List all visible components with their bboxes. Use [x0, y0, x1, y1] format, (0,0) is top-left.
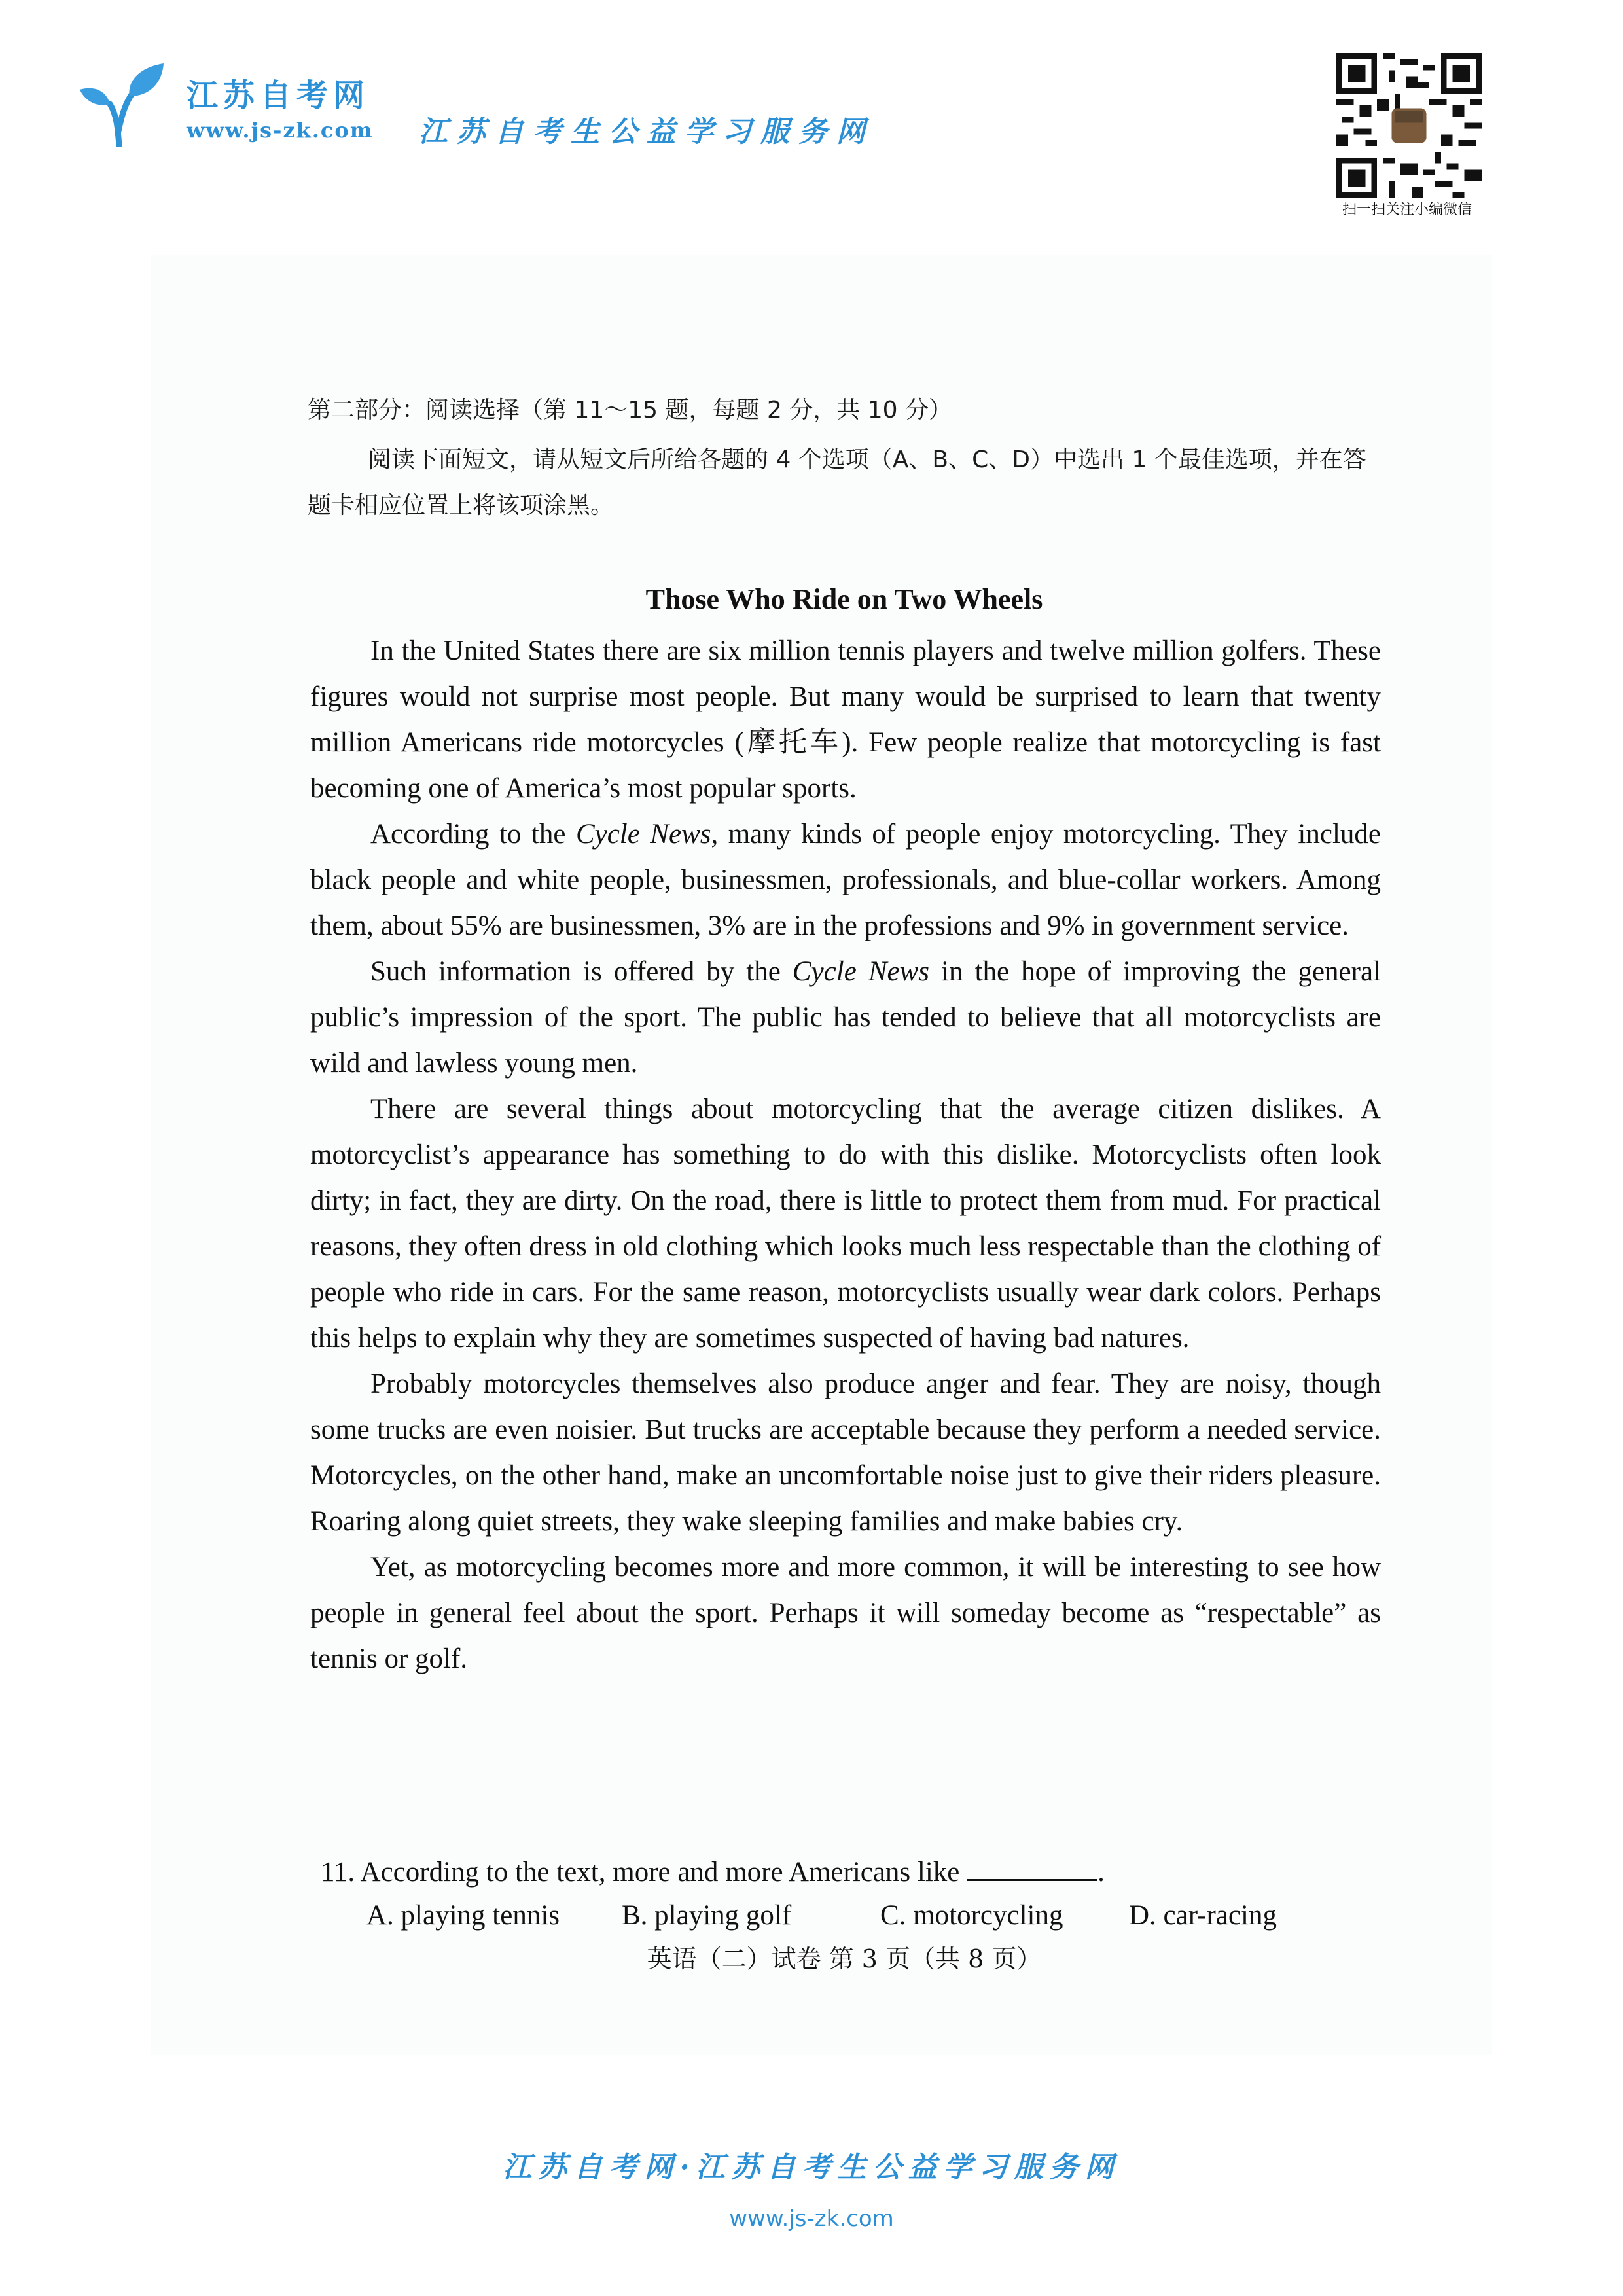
brand-name: 江苏自考网 [187, 77, 370, 114]
option-a[interactable]: A. playing tennis [366, 1900, 560, 1931]
question-11 [321, 1851, 1381, 1937]
site-logo[interactable] [79, 56, 393, 154]
article-paragraph: There are several things about motorcycling that the average citizen dislikes. A motorcyclist’s appearance has something to do with this dislike. Motorcyclists often look dirty; in fact, they are dirty. On the road, there is little to protect them from mud. For practical reasons, they often dress in old clothing which looks much less respectable than the clothing of people who ride in cars. For the same reason, motorcyclists usually wear dark colors. Perhaps this helps to explain why they are sometimes suspected of having bad natures. [310, 1094, 1382, 1354]
qr-code-icon [1336, 53, 1482, 198]
article-paragraph [310, 949, 1381, 1086]
article-paragraph: In the United States there are six million tennis players and twelve million golfers. These figures would not surprise most people. But many would be surprised to learn that twenty million Americans ride motorcycles (摩托车). Few people realize that motorcycling is fast becoming one of America’s most popular sports. [310, 636, 1381, 804]
paragraph-text: , many kinds of people enjoy motorcycling. They include black people and white people, businessmen, professionals, and blue-collar workers. Among them, about 55% are businessmen, 3% are in the professions and 9% in government service. [310, 819, 1381, 941]
article-paragraph: Probably motorcycles themselves also produce anger and fear. They are noisy, though some trucks are even noisier. But trucks are acceptable because they perform a needed service. Motorcycles, on the other hand, make an uncomfortable noise just to give their riders pleasure. Roaring along quiet streets, they wake sleeping families and make babies cry. [310, 1369, 1381, 1537]
option-c[interactable]: C. motorcycling [880, 1900, 1063, 1931]
question-text: According to the text, more and more Americans like [360, 1857, 960, 1888]
question-number: 11. [321, 1857, 355, 1888]
paragraph-text: in the hope of improving the general public’s impression of the sport. The public has tended to believe that all motorcyclists are wild and lawless young men. [310, 956, 1381, 1079]
answer-blank [967, 1856, 1097, 1881]
question-stem [321, 1851, 1381, 1894]
section-instructions: 阅读下面短文，请从短文后所给各题的 4 个选项（A、B、C、D）中选出 1 个最佳选项，并在答题卡相应位置上将该项涂黑。 [308, 446, 1366, 519]
qr-code-block [1329, 49, 1486, 219]
paragraph-text: Such information is offered by the [370, 956, 793, 987]
question-end: . [1097, 1857, 1105, 1888]
publication-name: Cycle News [792, 956, 930, 987]
footer-slogan: 江苏自考网·江苏自考生公益学习服务网 [503, 2151, 1120, 2184]
qr-caption: 扫一扫关注小编微信 [1342, 202, 1472, 218]
brand-url[interactable]: www.js-zk.com [187, 118, 374, 143]
footer-url[interactable]: www.js-zk.com [729, 2206, 894, 2232]
answer-options [366, 1894, 1381, 1937]
section-title: 第二部分：阅读选择（第 11～15 题，每题 2 分，共 10 分） [308, 397, 952, 423]
article-body [310, 628, 1381, 1682]
publication-name: Cycle News [575, 819, 711, 850]
option-d[interactable]: D. car-racing [1129, 1900, 1277, 1931]
sprout-leaf-icon [79, 62, 170, 147]
header-slogan: 江苏自考生公益学习服务网 [419, 115, 874, 149]
article-title: Those Who Ride on Two Wheels [645, 583, 1043, 615]
article-paragraph [310, 812, 1381, 949]
article-paragraph: Yet, as motorcycling becomes more and more common, it will be interesting to see how people in general feel about the sport. Perhaps it will someday become as “respectable” as tennis or golf. [310, 1552, 1381, 1674]
option-b[interactable]: B. playing golf [622, 1900, 792, 1931]
page-number: 英语（二）试卷 第 3 页（共 8 页） [647, 1945, 1042, 1973]
paragraph-text: According to the [370, 819, 576, 850]
